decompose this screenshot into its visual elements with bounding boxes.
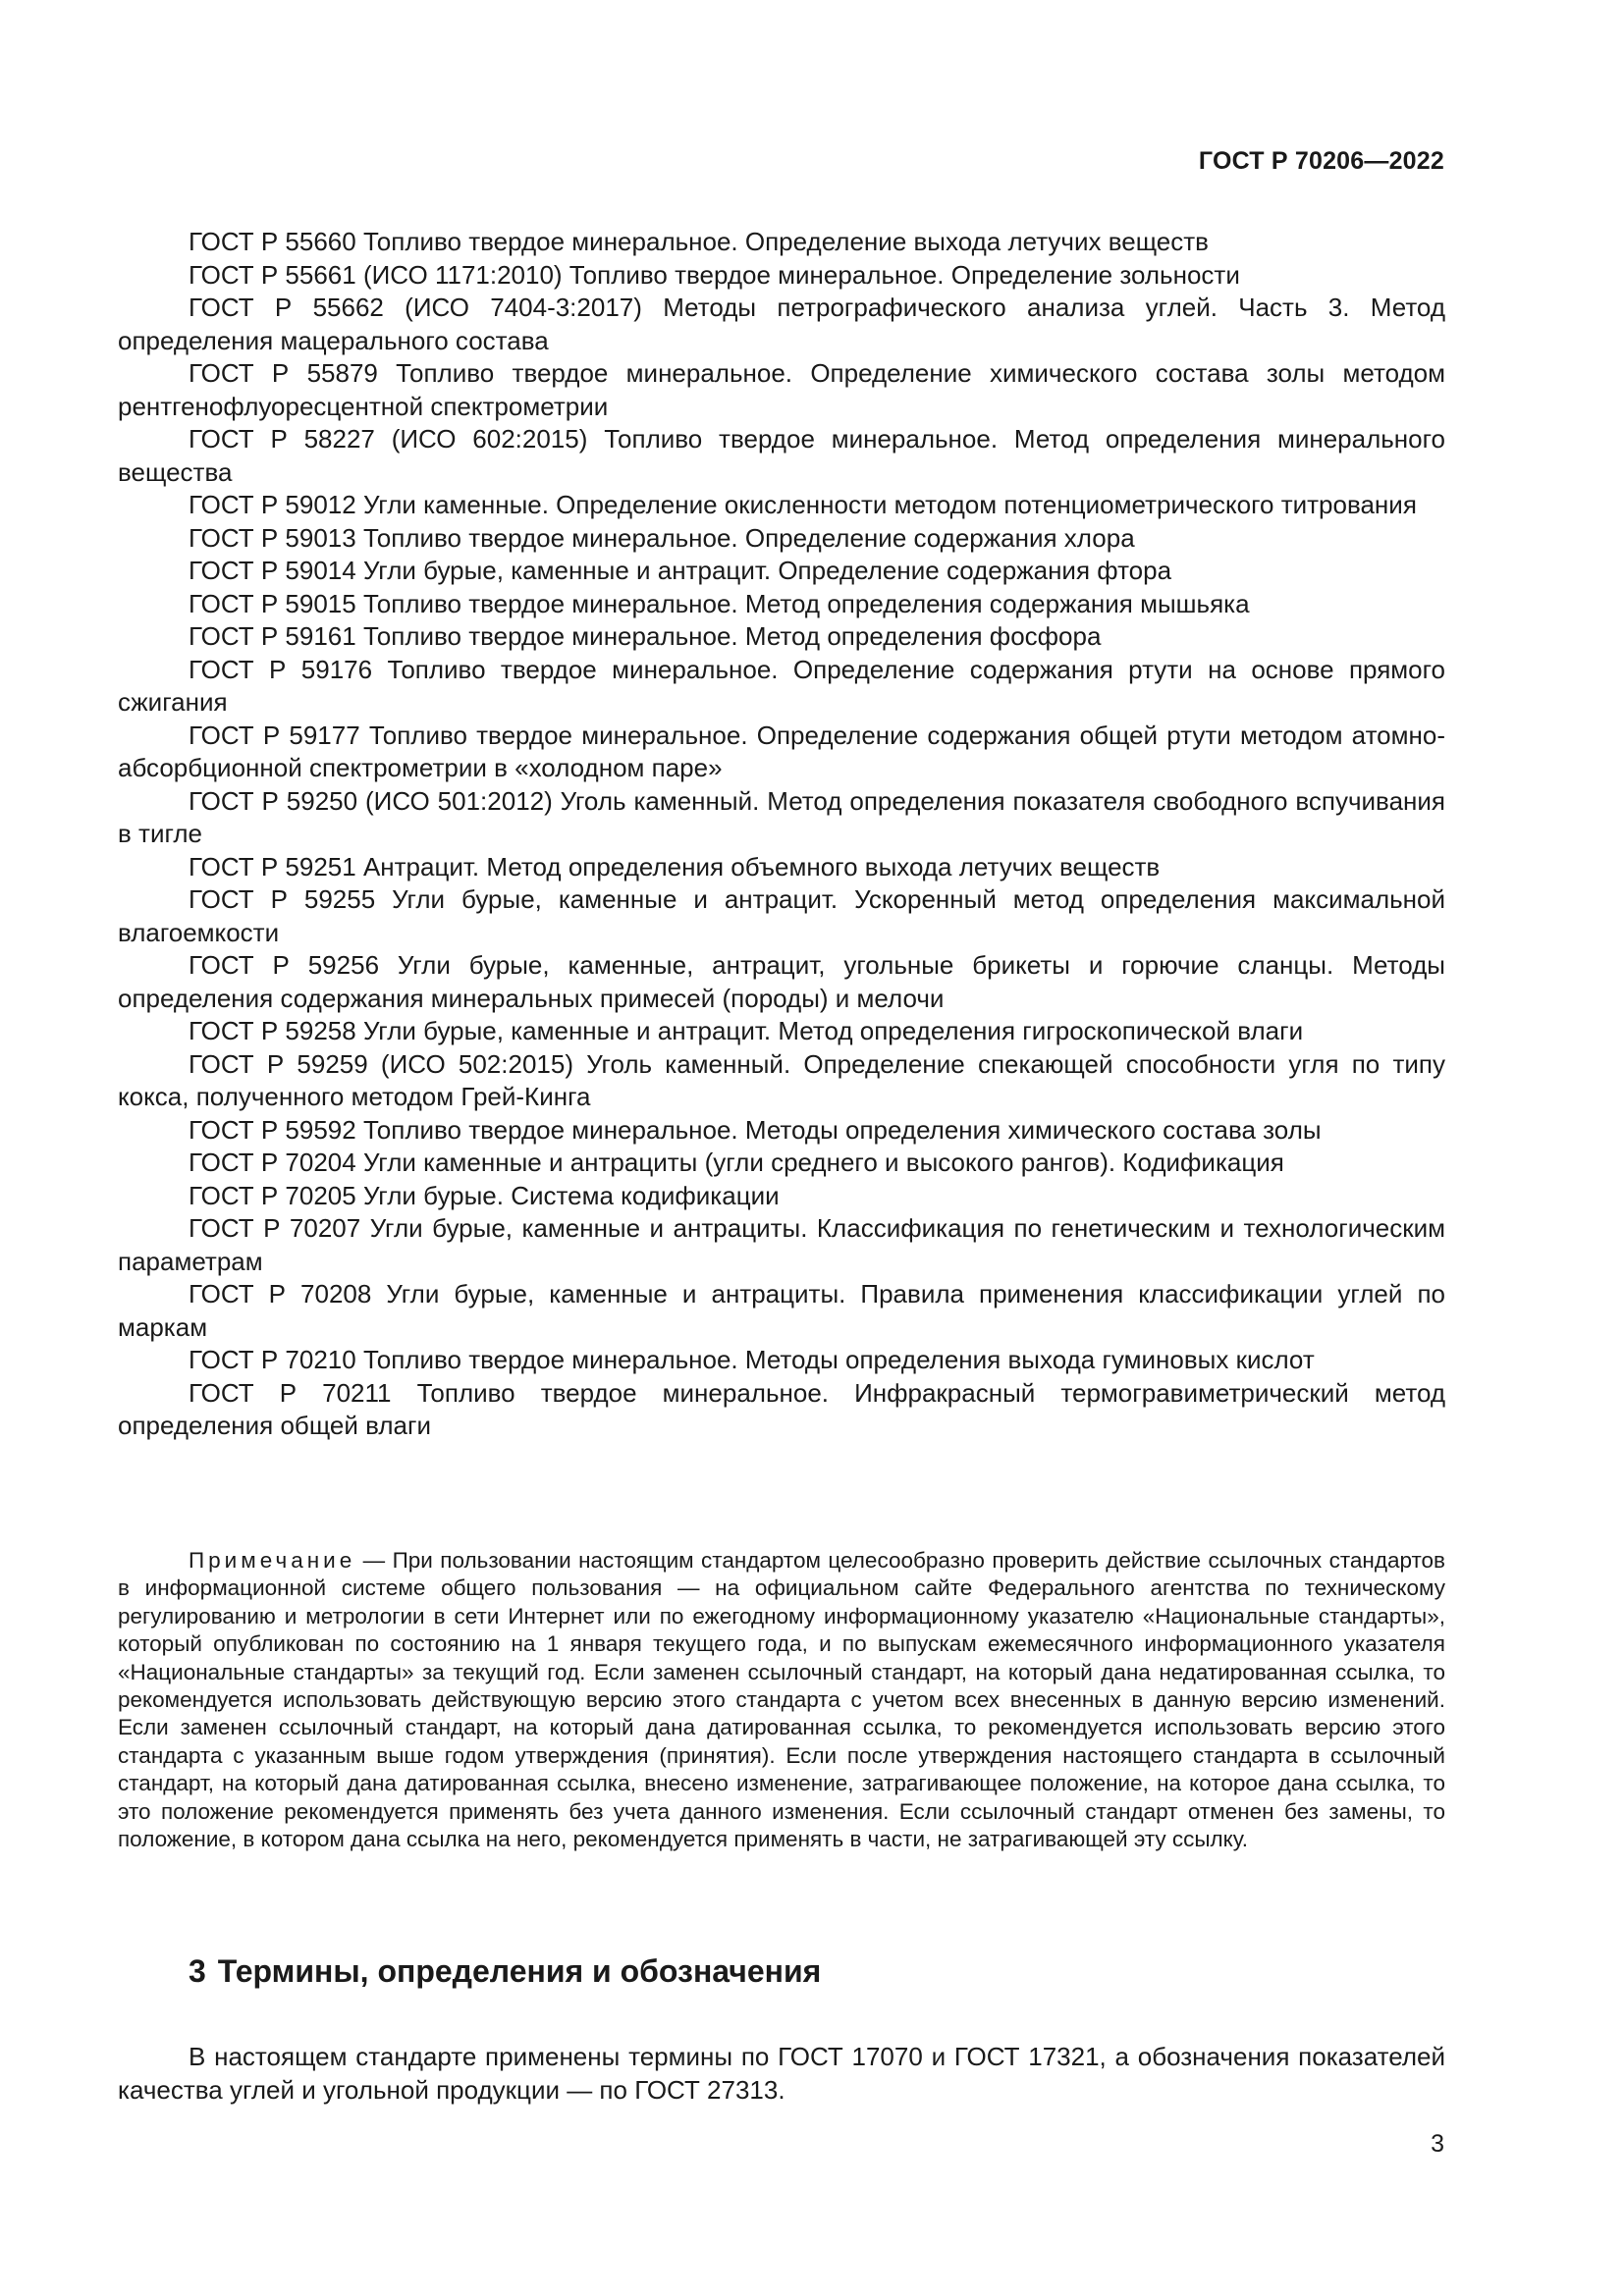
reference-item: ГОСТ Р 59177 Топливо твердое минеральное. Определение содержания общей ртути методом атомно-абсорбционной спектрометрии в «холодном паре» bbox=[118, 720, 1445, 782]
reference-item: ГОСТ Р 59251 Антрацит. Метод определения объемного выхода летучих веществ bbox=[189, 851, 1161, 881]
reference-item: ГОСТ Р 59592 Топливо твердое минеральное. Методы определения химического состава золы bbox=[189, 1114, 1322, 1145]
reference-item: ГОСТ Р 70207 Угли бурые, каменные и антрациты. Классификация по генетическим и технологическим параметрам bbox=[118, 1213, 1445, 1276]
document-code-header: ГОСТ Р 70206—2022 bbox=[1198, 147, 1444, 175]
reference-item: ГОСТ Р 58227 (ИСО 602:2015) Топливо твердое минеральное. Метод определения минерального вещества bbox=[118, 424, 1445, 487]
reference-item: ГОСТ Р 59250 (ИСО 501:2012) Уголь каменный. Метод определения показателя свободного вспучивания в тигле bbox=[118, 785, 1445, 848]
section-heading bbox=[189, 1953, 821, 1990]
reference-item: ГОСТ Р 59256 Угли бурые, каменные, антрацит, угольные брикеты и горючие сланцы. Методы определения содержания минеральных примесей (породы) и мелочи bbox=[118, 950, 1445, 1013]
section-title-text: Термины, определения и обозначения bbox=[217, 1953, 822, 1989]
reference-item: ГОСТ Р 70204 Угли каменные и антрациты (угли среднего и высокого рангов). Кодификация bbox=[189, 1148, 1284, 1177]
reference-item: ГОСТ Р 70208 Угли бурые, каменные и антрациты. Правила применения классификации углей по маркам bbox=[118, 1279, 1445, 1342]
reference-item: ГОСТ Р 59014 Угли бурые, каменные и антрацит. Определение содержания фтора bbox=[189, 556, 1172, 585]
reference-item: ГОСТ Р 59176 Топливо твердое минеральное. Определение содержания ртути на основе прямого сжигания bbox=[118, 654, 1445, 717]
reference-item: ГОСТ Р 55662 (ИСО 7404-3:2017) Методы петрографического анализа углей. Часть 3. Метод определения мацерального состава bbox=[118, 293, 1445, 355]
reference-item: ГОСТ Р 55879 Топливо твердое минеральное. Определение химического состава золы методом рентгенофлуоресцентной спектрометрии bbox=[118, 358, 1445, 421]
reference-item: ГОСТ Р 59161 Топливо твердое минеральное. Метод определения фосфора bbox=[189, 621, 1102, 651]
reference-item: ГОСТ Р 70210 Топливо твердое минеральное. Методы определения выхода гуминовых кислот bbox=[189, 1345, 1315, 1374]
reference-item: ГОСТ Р 59258 Угли бурые, каменные и антрацит. Метод определения гигроскопической влаги bbox=[189, 1016, 1304, 1045]
section-number: 3 bbox=[189, 1953, 206, 1989]
note-label: Примечание bbox=[189, 1548, 356, 1573]
reference-item: ГОСТ Р 59013 Топливо твердое минеральное. Определение содержания хлора bbox=[189, 522, 1135, 553]
reference-item: ГОСТ Р 70205 Угли бурые. Система кодификации bbox=[189, 1180, 780, 1210]
page-number: 3 bbox=[1431, 2130, 1444, 2158]
reference-item: ГОСТ Р 59015 Топливо твердое минеральное. Метод определения содержания мышьяка bbox=[189, 588, 1250, 618]
reference-item: ГОСТ Р 55660 Топливо твердое минеральное. Определение выхода летучих веществ bbox=[189, 227, 1209, 256]
note-paragraph bbox=[118, 1547, 1445, 1853]
reference-item: ГОСТ Р 70211 Топливо твердое минеральное. Инфракрасный термогравиметрический метод определения общей влаги bbox=[118, 1377, 1445, 1440]
normative-references-list bbox=[118, 226, 1445, 1443]
note-text: — При пользовании настоящим стандартом целесообразно проверить действие ссылочных стандартов в информационной системе общего пользования — на официальном сайте Федерального агентства по техническому регулированию и метрологии в сети Интернет или по ежегодному информационному указателю «Национальные стандарты», который опубликован по состоянию на 1 января текущего года, и по выпускам ежемесячного информационного указателя «Национальные стандарты» за текущий год. Если заменен ссылочный стандарт, на который дана недатированная ссылка, то рекомендуется использовать действующую версию этого стандарта с учетом всех внесенных в данную версию изменений. Если заменен ссылочный стандарт, на который дана датированная ссылка, то рекомендуется использовать версию этого стандарта с указанным выше годом утверждения (принятия). Если после утверждения настоящего стандарта в ссылочный стандарт, на который дана датированная ссылка, внесено изменение, затрагивающее положение, на которое дана ссылка, то это положение рекомендуется применять без учета данного изменения. Если ссылочный стандарт отменен без замены, то положение, в котором дана ссылка на него, рекомендуется применять в части, не затрагивающей эту ссылку. bbox=[118, 1548, 1445, 1852]
reference-item: ГОСТ Р 59259 (ИСО 502:2015) Уголь каменный. Определение спекающей способности угля по типу кокса, полученного методом Грей-Кинга bbox=[118, 1048, 1445, 1111]
reference-item: ГОСТ Р 55661 (ИСО 1171:2010) Топливо твердое минеральное. Определение зольности bbox=[189, 259, 1240, 290]
reference-item: ГОСТ Р 59012 Угли каменные. Определение окисленности методом потенциометрического титрования bbox=[189, 490, 1417, 519]
reference-item: ГОСТ Р 59255 Угли бурые, каменные и антрацит. Ускоренный метод определения максимальной влагоемкости bbox=[118, 884, 1445, 947]
section-paragraph: В настоящем стандарте применены термины по ГОСТ 17070 и ГОСТ 17321, а обозначения показателей качества углей и угольной продукции — по ГОСТ 27313. bbox=[118, 2042, 1445, 2105]
